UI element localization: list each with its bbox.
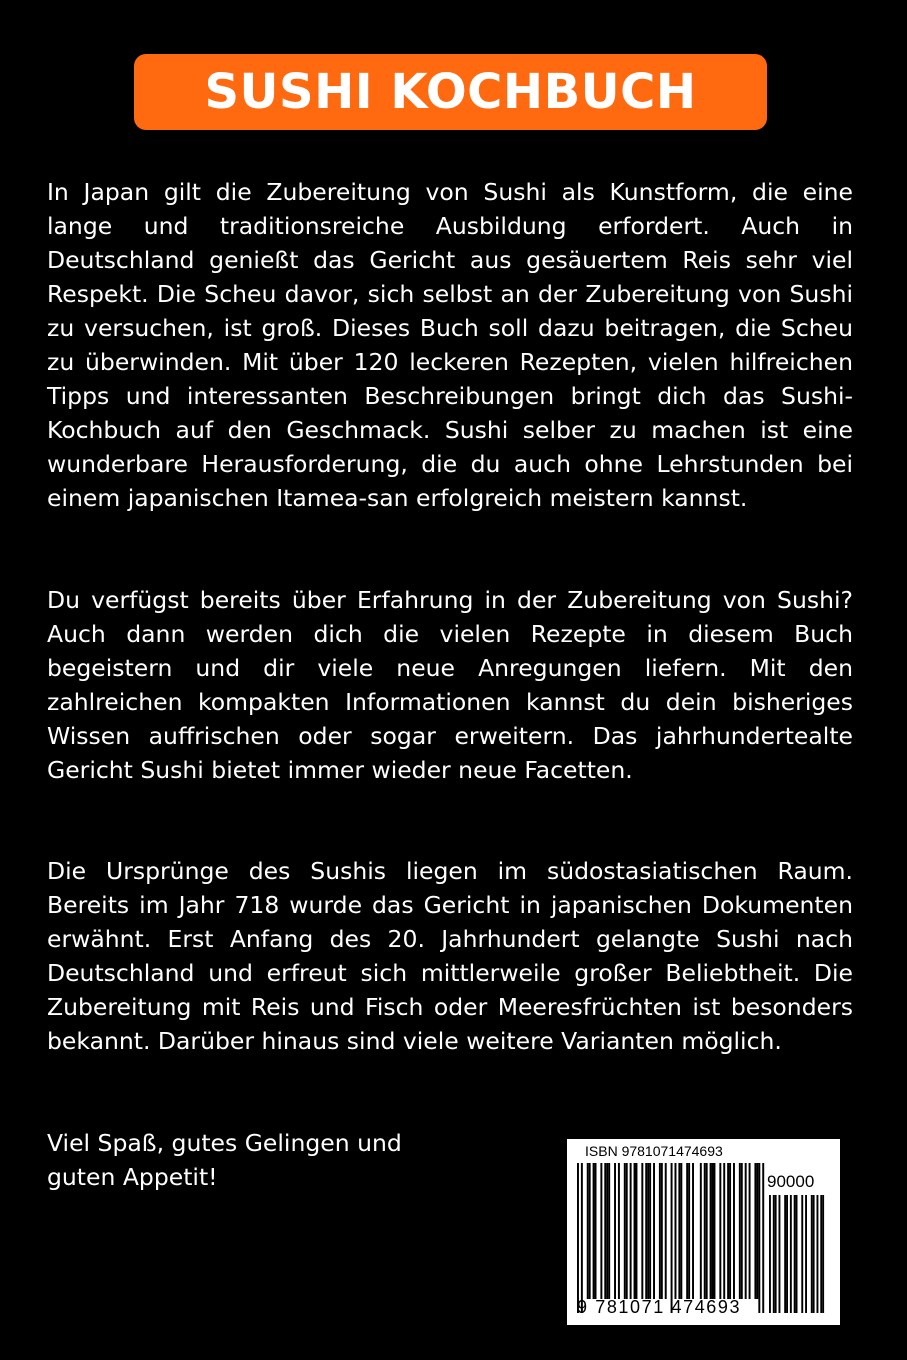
price-code: 90000 [767,1172,815,1191]
barcode-bar [641,1163,643,1299]
barcode-bar [624,1163,626,1299]
isbn-label: ISBN 9781071474693 [585,1143,723,1159]
barcode-bar [704,1163,706,1299]
addon-bar [813,1195,815,1313]
barcode-bar [754,1163,756,1299]
barcode-bar [587,1163,589,1299]
addon-bar [817,1195,819,1313]
barcode-bar [653,1163,655,1299]
barcode-bar [589,1163,591,1299]
barcode-bar [739,1163,741,1299]
barcode-bar [577,1163,579,1313]
barcode-bar [606,1163,608,1299]
barcode-bar [700,1163,702,1299]
addon-bar [790,1195,792,1313]
barcode-bar [688,1163,690,1299]
barcode-bar [712,1163,714,1299]
isbn-barcode-box [567,1139,840,1325]
barcode-bar [706,1163,708,1299]
barcode-bar [692,1163,694,1299]
barcode-bar [645,1163,647,1299]
barcode-bar [727,1163,729,1299]
addon-bar [794,1195,796,1313]
barcode-bar [675,1163,677,1299]
barcode-bar [593,1163,595,1299]
barcode-bar [762,1163,764,1313]
barcode-bar [741,1163,743,1299]
addon-bar [773,1195,775,1313]
addon-bar [805,1195,807,1313]
addon-bar [811,1195,813,1313]
barcode-bar [604,1163,606,1299]
barcode-bar [647,1163,649,1299]
barcode-bar [634,1163,636,1299]
addon-bar [801,1195,803,1313]
barcode-bar [678,1163,680,1299]
barcode-bar [665,1163,667,1299]
barcode-bar [600,1163,602,1299]
barcode-bar [626,1163,628,1299]
barcode-bar [714,1163,716,1299]
barcode-bar [608,1163,610,1299]
barcode-bar [729,1163,731,1299]
barcode-bar [686,1163,688,1299]
addon-bar [786,1195,788,1313]
barcode-bar [758,1163,760,1313]
barcode-bar [671,1163,673,1313]
title-banner [134,54,767,130]
barcode-bar [745,1163,747,1299]
addon-bar [822,1195,824,1313]
barcode-bar [581,1163,583,1313]
addon-bar [820,1195,822,1313]
addon-bar [796,1195,798,1313]
barcode-bar [661,1163,663,1299]
barcode-bar [723,1163,725,1299]
barcode-bar [749,1163,751,1299]
paragraph-intro: In Japan gilt die Zubereitung von Sushi als Kunstform, die eine lange und traditionsreiche Ausbildung erfordert. Auch in Deutschland genießt das Gericht aus gesäuertem Reis sehr viel Respekt. Die Scheu davor, sich selbst an der Zubereitung von Sushi zu versuchen, ist groß. Dieses Buch soll dazu beitragen, die Scheu zu überwinden. Mit über 120 leckeren Rezepten, vielen hilfreichen Tipps und interessanten Beschreibungen bringt dich das Sushi-Kochbuch auf den Geschmack. Sushi selber zu machen ist eine wunderbare Herausforderung, die du auch ohne Lehrstunden bei einem japanischen Itamea-san erfolgreich meistern kannst. [47,178,853,512]
barcode-bar [756,1163,758,1299]
ean-digits: 9 781071 474693 [577,1297,742,1317]
paragraph-origins: Die Ursprünge des Sushis liegen im südostasiatischen Raum. Bereits im Jahr 718 wurde das Gericht in japanischen Dokumenten erwähnt. Erst Anfang des 20. Jahrhundert gelangte Sushi nach Deutschland und erfreut sich mittlerweile großer Beliebtheit. Die Zubereitung mit Reis und Fisch oder Meeresfrüchten ist besonders bekannt. Darüber hinaus sind viele weitere Varianten möglich. [47,857,853,1055]
paragraph-closing: Viel Spaß, gutes Gelingen und guten Appetit! [47,1129,402,1191]
barcode-bar [630,1163,632,1299]
barcode-bar [649,1163,651,1299]
barcode-bar [659,1163,661,1299]
barcode-bar [719,1163,721,1299]
barcode-bar [636,1163,638,1299]
addon-bar [775,1195,777,1313]
barcode-bar [595,1163,597,1299]
paragraph-experience: Du verfügst bereits über Erfahrung in der Zubereitung von Sushi? Auch dann werden dich die vielen Rezepte in diesem Buch begeistern und dir viele neue Anregungen liefern. Mit den zahlreichen kompakten Informationen kannst du dein bisheriges Wissen auffrischen oder sogar erweitern. Das jahrhundertealte Gericht Sushi bietet immer wieder neue Facetten. [47,586,853,784]
addon-bar [784,1195,786,1313]
barcode-bar [680,1163,682,1299]
barcode-bar [733,1163,735,1299]
book-title: SUSHI KOCHBUCH [204,64,697,120]
addon-bar [769,1195,771,1313]
addon-bar [779,1195,781,1313]
barcode-bar [614,1163,616,1299]
barcode-bar [618,1163,620,1299]
barcode-bar [710,1163,712,1299]
